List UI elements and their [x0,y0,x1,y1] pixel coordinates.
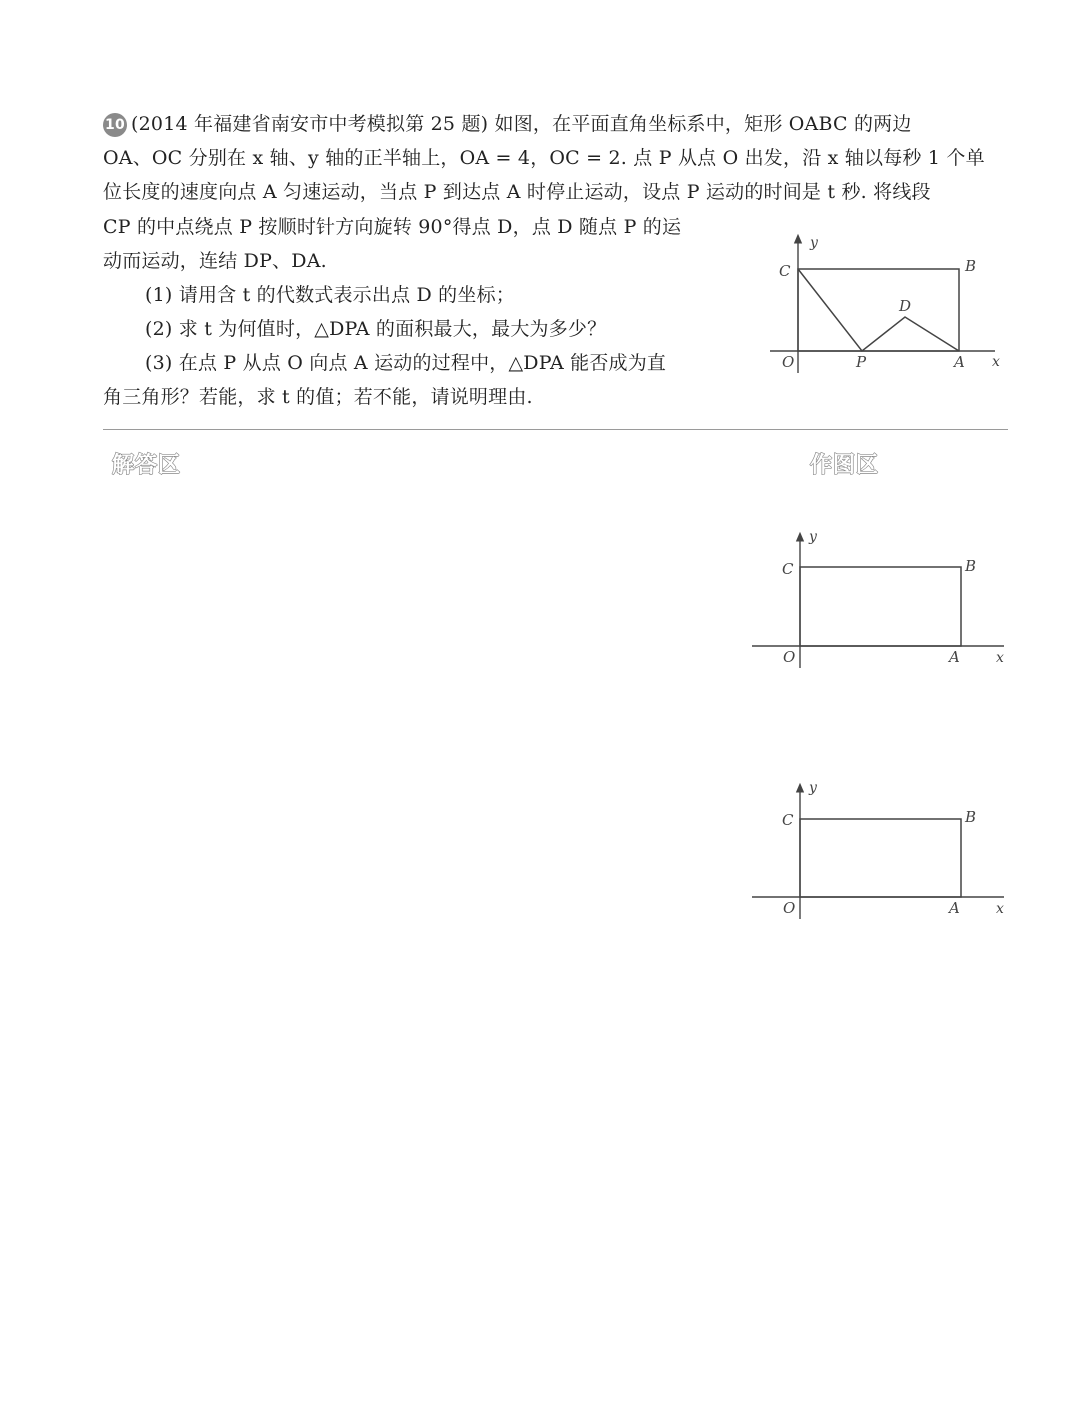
question-2: (2) 求 t 为何值时，△DPA 的面积最大，最大为多少？ [145,318,607,340]
label-c: C [779,262,791,280]
label-y: y [809,780,817,796]
label-o: O [782,353,795,371]
label-c: C [782,811,794,829]
problem-line-1 [103,112,912,137]
question-3: (3) 在点 P 从点 O 向点 A 运动的过程中，△DPA 能否成为直 [145,352,667,374]
label-y: y [809,529,817,545]
label-x: x [992,354,1000,370]
problem-line-5: 动而运动，连结 DP、DA. [103,250,327,272]
label-b: B [965,257,977,275]
problem-line-1-text: (2014 年福建省南安市中考模拟第 25 题) 如图，在平面直角坐标系中，矩形 OABC 的两边 [131,113,912,135]
problem-number-badge: 10 [103,113,127,137]
drawing-zone-label: 作图区 [810,453,880,478]
label-a: A [954,353,965,371]
label-b: B [965,557,977,575]
problem-line-4: CP 的中点绕点 P 按顺时针方向旋转 90°得点 D，点 D 随点 P 的运 [103,216,682,238]
answer-zone-label: 解答区 [112,453,182,478]
label-p: P [856,353,867,371]
label-a: A [949,648,960,666]
label-b: B [965,808,977,826]
label-c: C [782,560,794,578]
label-a: A [949,899,960,917]
rectangle-oabc [800,819,961,897]
blank-figure-2 [752,779,1022,924]
problem-line-2: OA、OC 分别在 x 轴、y 轴的正半轴上，OA = 4，OC = 2. 点 P 从点 O 出发，沿 x 轴以每秒 1 个单 [103,147,985,169]
label-d: D [899,297,912,315]
label-o: O [783,648,796,666]
label-y: y [810,235,818,251]
label-o: O [783,899,796,917]
section-divider [103,429,1008,430]
problem-figure [770,228,1020,378]
question-3-continued: 角三角形？若能，求 t 的值；若不能，请说明理由. [103,386,533,408]
question-1: (1) 请用含 t 的代数式表示出点 D 的坐标； [145,284,515,306]
label-x: x [996,901,1004,917]
problem-line-3: 位长度的速度向点 A 匀速运动，当点 P 到达点 A 时停止运动，设点 P 运动的时间是 t 秒. 将线段 [103,181,931,203]
label-x: x [996,650,1004,666]
path-c-p-d-a [798,269,959,351]
blank-figure-1 [752,528,1022,673]
rectangle-oabc [800,567,961,646]
